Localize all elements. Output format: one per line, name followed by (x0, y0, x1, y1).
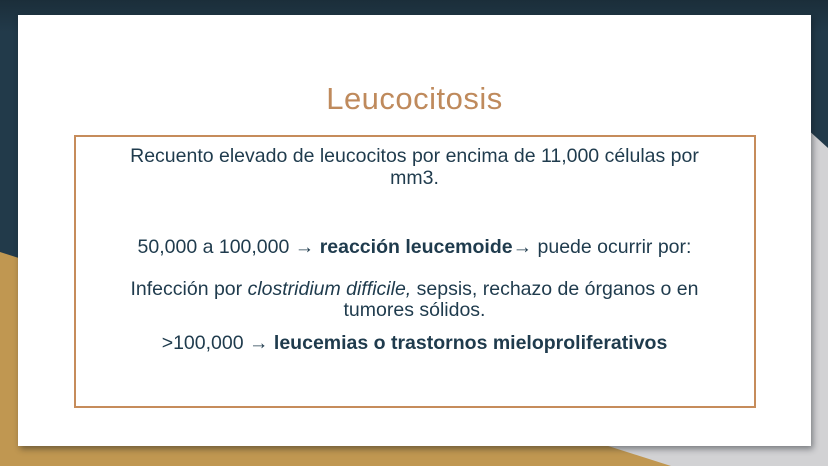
paragraph-leucemias (76, 333, 754, 355)
paragraph-infeccion-italic: clostridium difficile, (247, 277, 412, 300)
paragraph-infeccion-pre: Infección por (130, 277, 248, 300)
paragraph-reaccion-bold: reacción leucemoide (319, 236, 513, 258)
slide-title: Leucocitosis (326, 81, 503, 116)
paragraph-reaccion-pre: 50,000 a 100,000 → (137, 236, 320, 258)
paragraph-reaccion-post: → puede ocurrir por: (512, 236, 692, 258)
paragraph-reaccion-leucemoide (76, 237, 754, 259)
paragraph-recuento-line1: Recuento elevado de leucocitos por encima de 11,000 células por (130, 145, 699, 167)
paragraph-leucemias-bold: leucemias o trastornos mieloproliferativos (273, 331, 668, 354)
paragraph-leucemias-pre: >100,000 → (161, 331, 274, 354)
paragraph-infeccion-post: sepsis, rechazo de órganos o en (411, 277, 699, 300)
content-text-box (74, 135, 756, 408)
slide-canvas (18, 15, 811, 446)
paragraph-recuento (76, 146, 754, 189)
paragraph-infeccion-line2: tumores sólidos. (343, 299, 486, 321)
paragraph-infeccion (76, 279, 754, 322)
paragraph-recuento-line2: mm3. (390, 166, 439, 189)
